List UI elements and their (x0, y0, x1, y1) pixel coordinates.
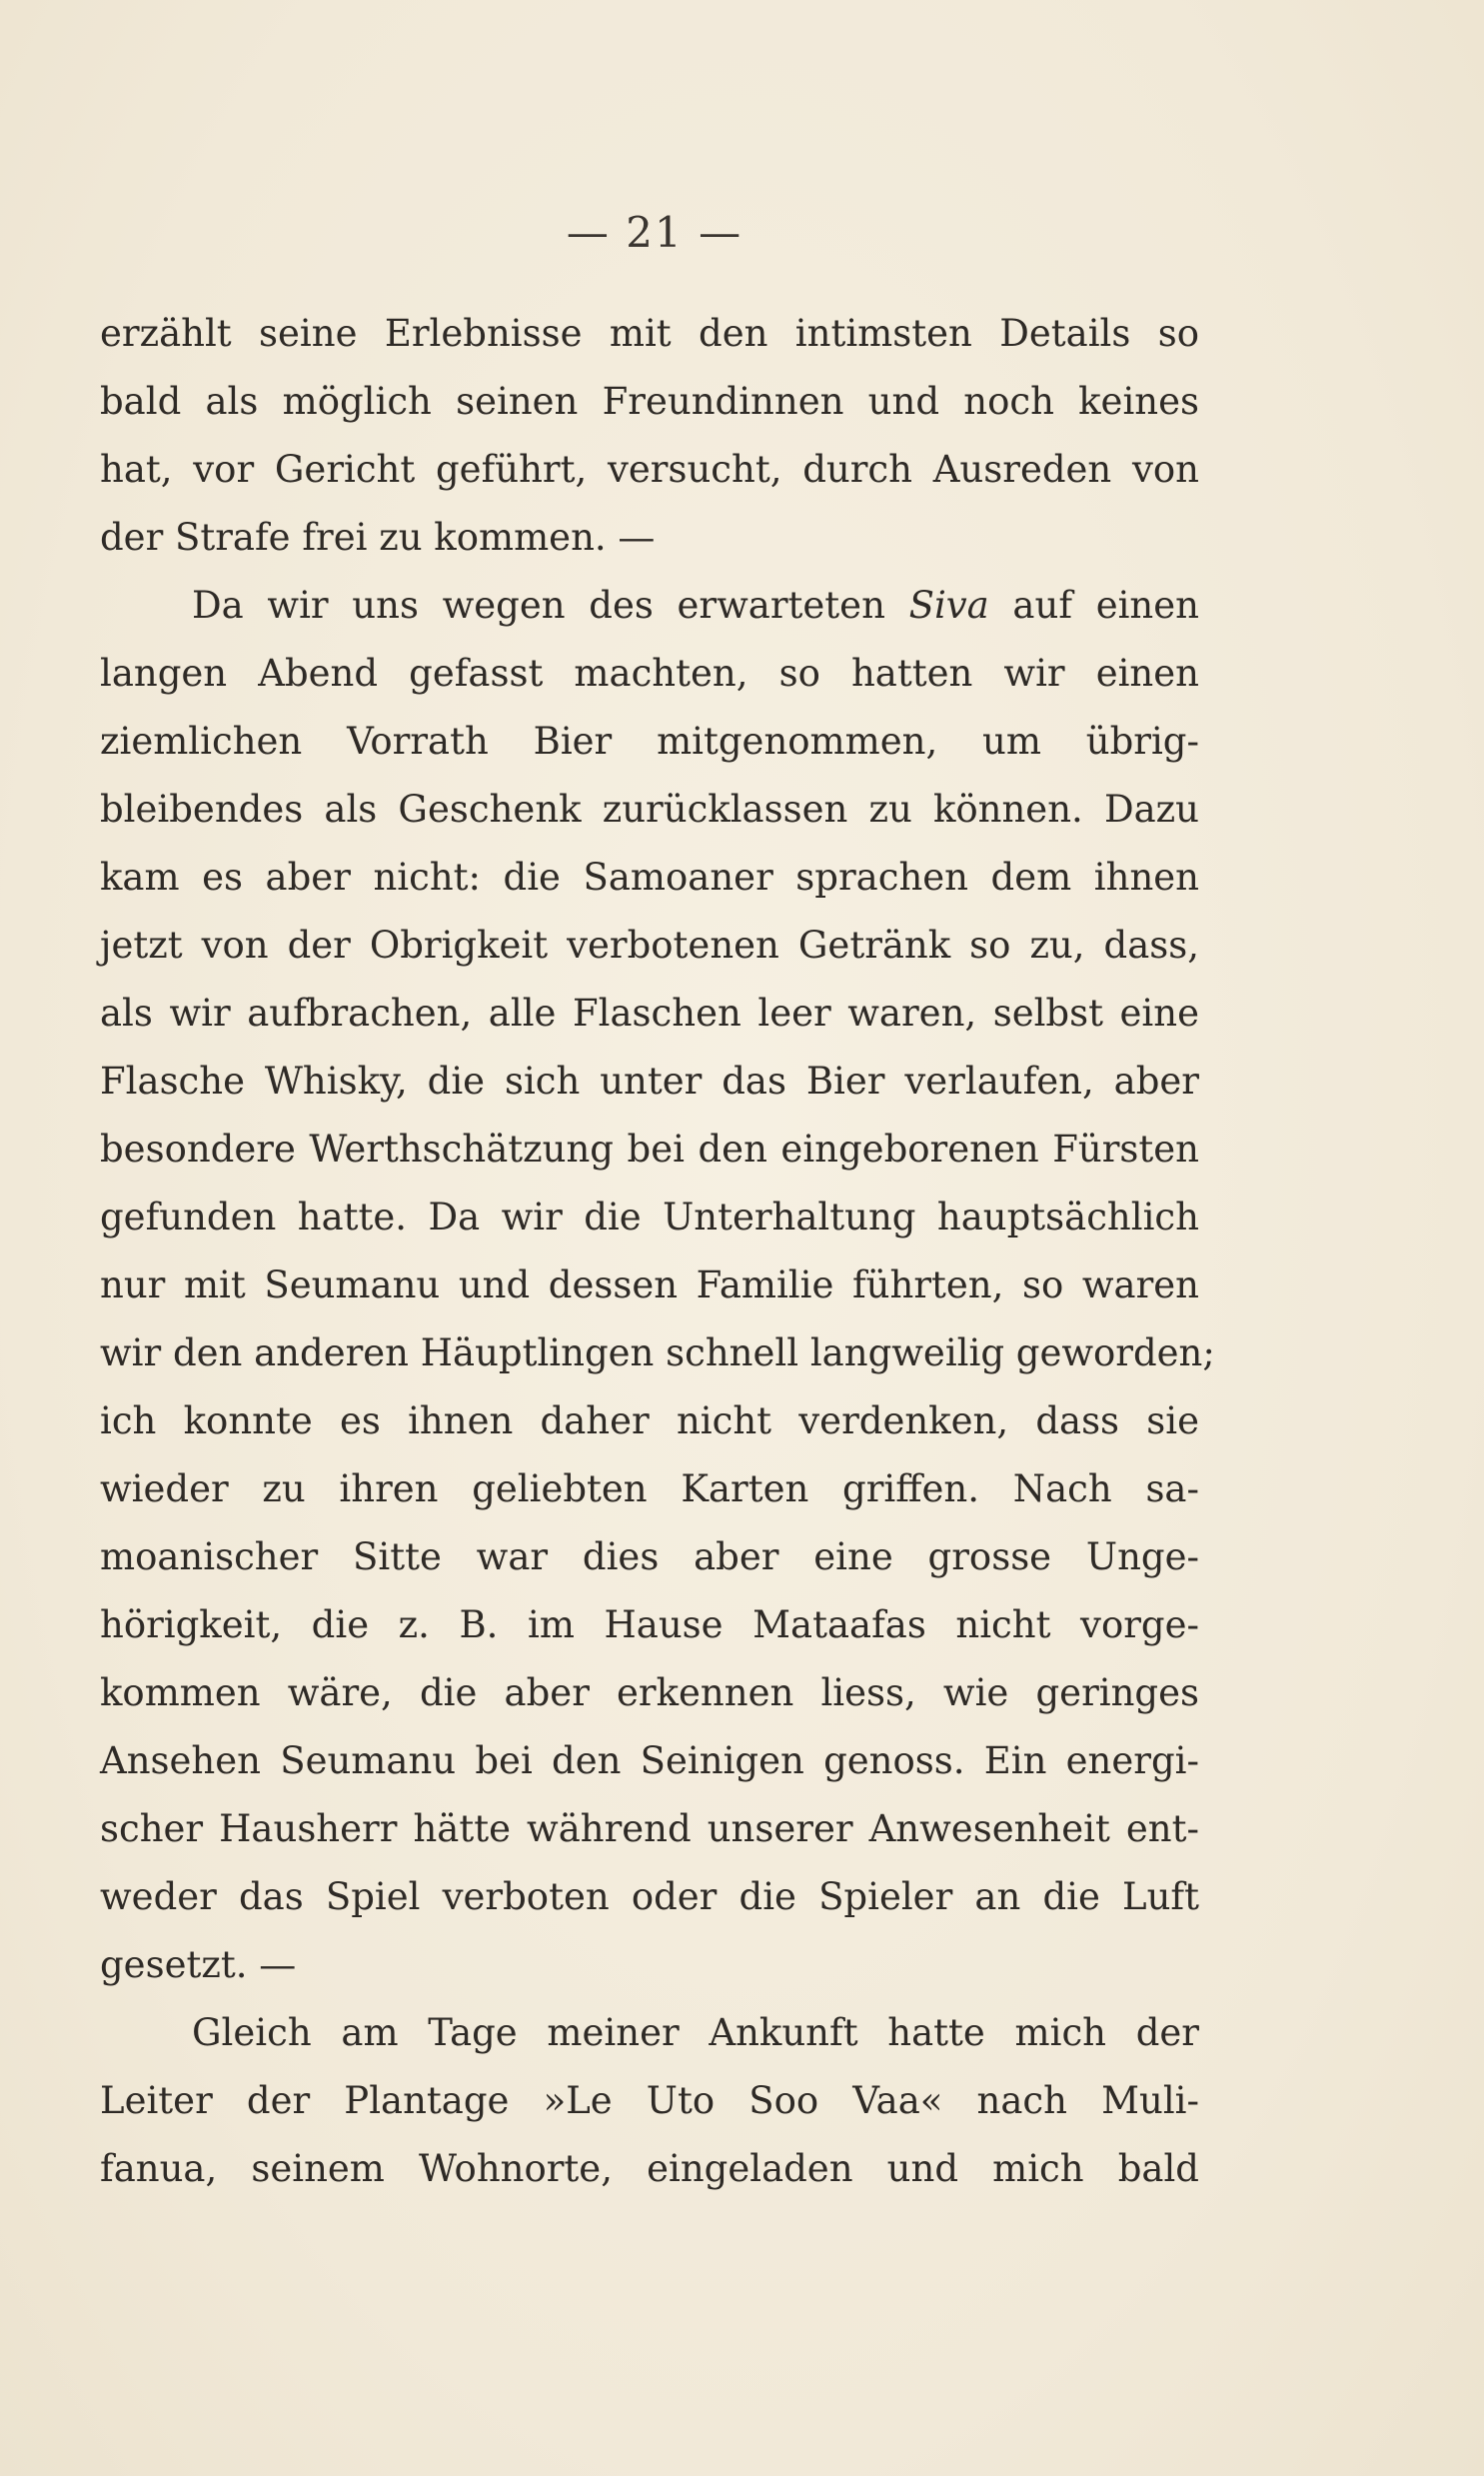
text-line: hörigkeit, die z. B. im Hause Mataafas nicht vorge- (100, 1603, 1199, 1646)
text-line: Leiter der Plantage »Le Uto Soo Vaa« nach Muli- (100, 2079, 1199, 2122)
text-line: kam es aber nicht: die Samoaner sprachen dem ihnen (100, 856, 1199, 899)
text-line: kommen wäre, die aber erkennen liess, wie geringes (100, 1671, 1199, 1714)
text-line: bald als möglich seinen Freundinnen und noch keines (100, 380, 1199, 423)
italic-term: Siva (908, 584, 989, 627)
text-line: moanischer Sitte war dies aber eine grosse Unge- (100, 1535, 1199, 1578)
text-line: ziemlichen Vorrath Bier mitgenommen, um übrig- (100, 720, 1199, 763)
text-line: der Strafe frei zu kommen. — (100, 516, 656, 559)
text-line: Da wir uns wegen des erwarteten Siva auf einen (192, 584, 1199, 627)
text-line: scher Hausherr hätte während unserer Anwesenheit ent- (100, 1807, 1199, 1850)
text-line: ich konnte es ihnen daher nicht verdenken, dass sie (100, 1399, 1199, 1442)
page-number: — 21 — (566, 208, 743, 257)
text-line: gefunden hatte. Da wir die Unterhaltung hauptsächlich (100, 1196, 1199, 1238)
text-line: wir den anderen Häuptlingen schnell langweilig geworden; (100, 1331, 1215, 1374)
text-line: nur mit Seumanu und dessen Familie führten, so waren (100, 1263, 1199, 1306)
text-line: langen Abend gefasst machten, so hatten wir einen (100, 652, 1199, 695)
text-line: als wir aufbrachen, alle Flaschen leer waren, selbst eine (100, 992, 1199, 1035)
body-text (100, 300, 1215, 2203)
text-line: bleibendes als Geschenk zurücklassen zu können. Dazu (100, 788, 1199, 831)
text-line: erzählt seine Erlebnisse mit den intimsten Details so (100, 312, 1199, 355)
text-line: besondere Werthschätzung bei den eingeborenen Fürsten (100, 1128, 1199, 1171)
text-line: gesetzt. — (100, 1943, 297, 1986)
text-line: jetzt von der Obrigkeit verbotenen Getränk so zu, dass, (100, 924, 1199, 967)
text-line: weder das Spiel verboten oder die Spieler an die Luft (100, 1875, 1199, 1918)
text-line: fanua, seinem Wohnorte, eingeladen und mich bald (100, 2147, 1199, 2190)
text-line: Ansehen Seumanu bei den Seinigen genoss. Ein energi- (100, 1739, 1199, 1782)
text-line: hat, vor Gericht geführt, versucht, durch Ausreden von (100, 448, 1199, 491)
text-line: Gleich am Tage meiner Ankunft hatte mich der (192, 2011, 1199, 2054)
text-line: wieder zu ihren geliebten Karten griffen. Nach sa- (100, 1467, 1199, 1510)
text-line: Flasche Whisky, die sich unter das Bier verlaufen, aber (100, 1060, 1199, 1103)
